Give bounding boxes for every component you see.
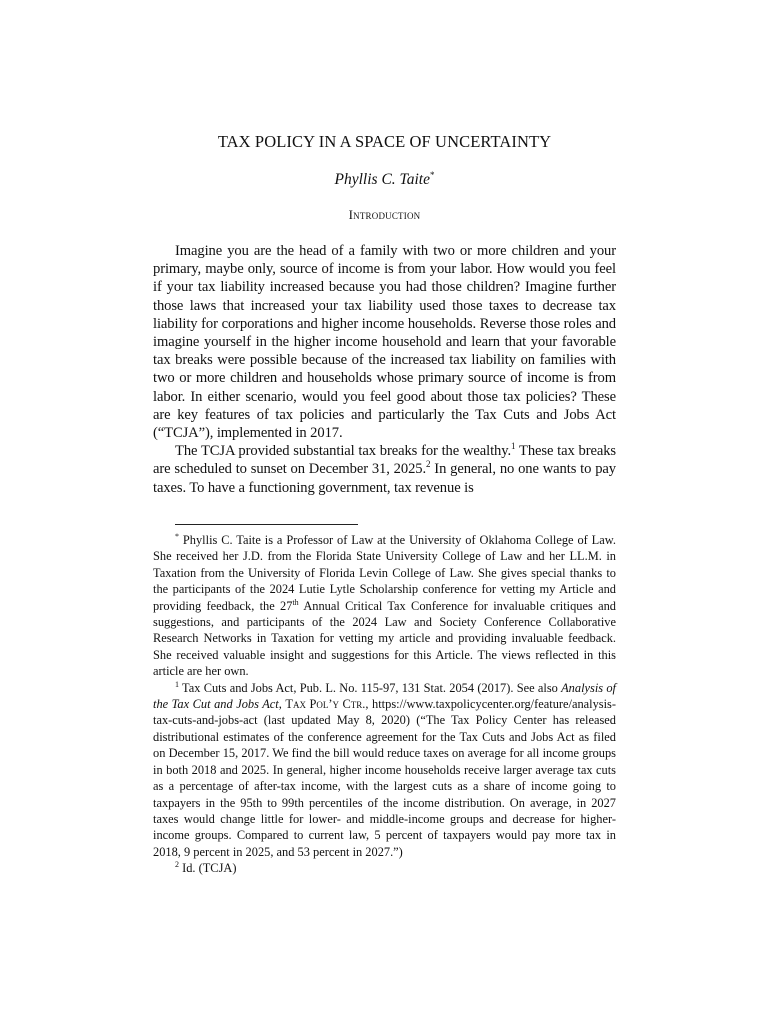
footnotes	[153, 532, 616, 877]
footnote-1-text-a: Tax Cuts and Jobs Act, Pub. L. No. 115-97, 131 Stat. 2054 (2017). See also	[179, 680, 562, 695]
document-page	[153, 0, 616, 1024]
footnote-1-text-c: , https://www.taxpolicycenter.org/feature/analysis-tax-cuts-and-jobs-act (last updated May 8, 2020) (“The Tax Policy Center has released distributional estimates of the conference agreement for the Tax Cuts and Jobs Act as filed on December 15, 2017. We find the bill would reduce taxes on average for all income groups in both 2018 and 2025. In general, higher income households receive larger average tax cuts as a percentage of after-tax income, with the largest cuts as a share of income going to taxpayers in the 95th to 99th percentiles of the income distribution. On average, in 2027 taxes would change little for lower- and middle-income groups and decrease for higher-income groups. Compared to current law, 5 percent of taxpayers would pay more tax in 2018, 9 percent in 2025, and 53 percent in 2027.”)	[153, 697, 616, 859]
paragraph-2-part-1: The TCJA provided substantial tax breaks for the wealthy.	[175, 443, 512, 460]
footnote-star	[153, 532, 616, 680]
footnote-1-text-b: ,	[278, 697, 286, 712]
footnote-1-italic-title: Analysis of the Tax Cut and Jobs Act	[153, 680, 616, 712]
footnote-2-text: Id. (TCJA)	[179, 861, 237, 876]
author-line	[153, 170, 616, 190]
paragraph-2-part-3: In general, no one wants to pay taxes. To have a functioning government, tax revenue is	[153, 461, 616, 496]
footnote-star-mark: *	[175, 532, 179, 541]
footnote-star-ordinal: th	[292, 597, 299, 607]
footnote-2	[153, 860, 616, 876]
section-heading: Introduction	[348, 207, 421, 222]
paragraph-1: Imagine you are the head of a family with two or more children and your primary, maybe only, source of income is from your labor. How would you feel if your tax liability increased because you had those children? Imagine further those laws that increased your tax liability used those taxes to decrease tax liability for corporations and higher income households. Reverse those roles and imagine yourself in the higher income household and learn that your favorable tax breaks were possible because of the increased tax liability on families with two or more children and households whose primary source of income is from labor. In either scenario, would you feel good about those tax policies? These are key features of tax policies and particularly the Tax Cuts and Jobs Act (“TCJA”), implemented in 2017.	[153, 243, 616, 442]
author-footnote-mark[interactable]: *	[429, 170, 435, 180]
paragraph-2	[153, 442, 616, 497]
article-title: TAX POLICY IN A SPACE OF UNCERTAINTY	[217, 132, 552, 151]
footnote-ref-1[interactable]: 1	[511, 441, 516, 452]
body-text	[153, 242, 616, 497]
footnote-2-mark: 2	[175, 860, 179, 870]
footnote-1-mark: 1	[175, 679, 179, 689]
footnote-star-text-2: Annual Critical Tax Conference for invaluable critiques and suggestions, and participants of the 2024 Law and Society Conference Collaborative Research Networks in Taxation for vetting my article and providing invaluable feedback. She received valuable insight and suggestions for this Article. The views reflected in this article are her own.	[153, 598, 616, 679]
footnote-1	[153, 680, 616, 860]
footnote-ref-2[interactable]: 2	[426, 459, 431, 470]
footnote-divider	[175, 524, 358, 525]
author-name: Phyllis C. Taite	[334, 171, 430, 188]
paragraph-2-part-2: These tax breaks are scheduled to sunset on December 31, 2025.	[153, 443, 616, 478]
footnote-star-text: Phyllis C. Taite is a Professor of Law at the University of Oklahoma College of Law. She received her J.D. from the Florida State University College of Law and her LL.M. in Taxation from the University of Florida Levin College of Law. She gives special thanks to the participants of the 2024 Lutie Lytle Scholarship conference for vetting my Article and providing feedback, the 27	[153, 533, 616, 613]
footnote-1-source: Tax Pol’y Ctr.	[285, 697, 366, 712]
